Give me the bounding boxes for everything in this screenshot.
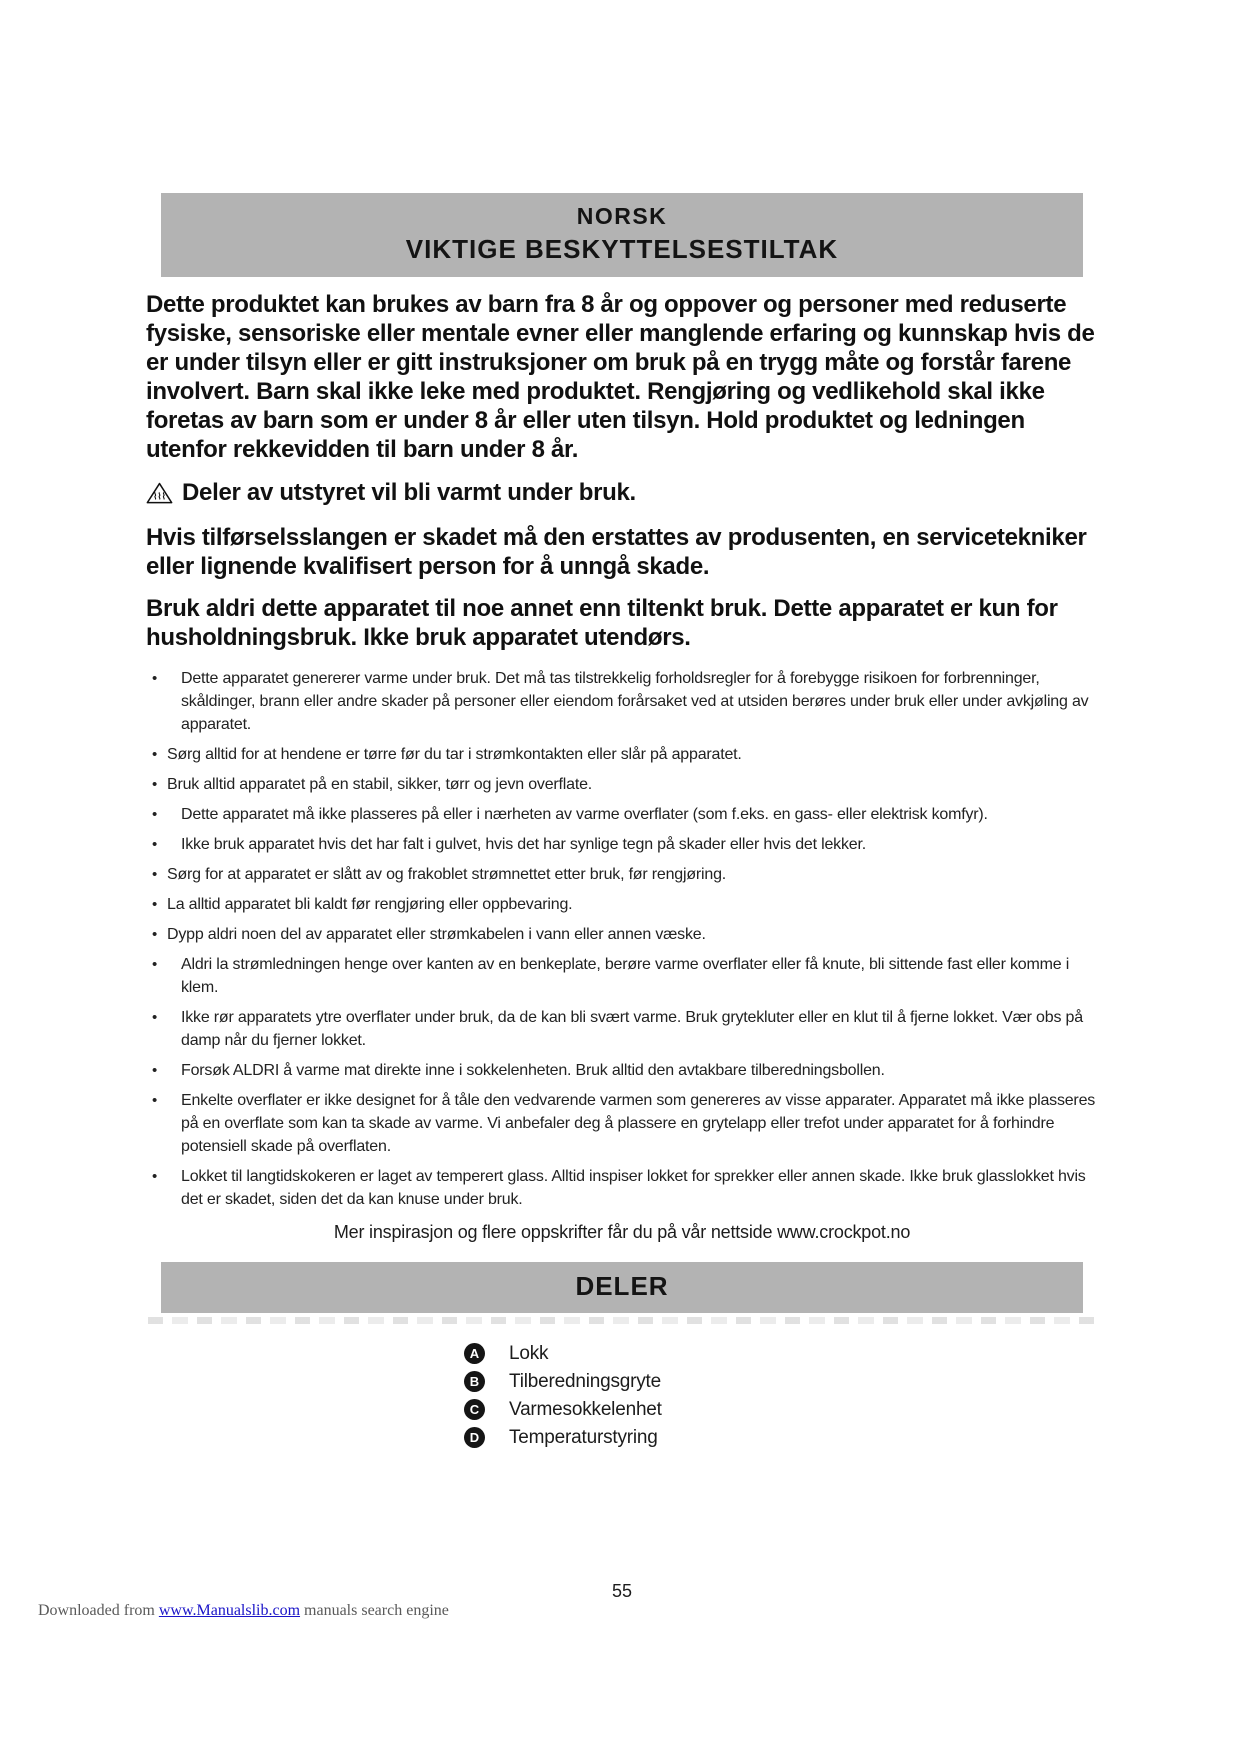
- warning-text: Deler av utstyret vil bli varmt under bruk.: [182, 479, 636, 506]
- safety-bullet: [152, 923, 1098, 946]
- bullet-marker: •: [152, 896, 158, 913]
- bullet-marker: •: [152, 1009, 158, 1026]
- parts-list: [464, 1343, 1098, 1448]
- bullet-text: Sørg alltid for at hendene er tørre før du tar i strømkontakten eller slår på apparatet.: [167, 746, 742, 763]
- part-key-badge: C: [464, 1399, 485, 1420]
- bullet-text: Ikke rør apparatets ytre overflater under bruk, da de kan bli svært varme. Bruk grytekluter eller en klut til å fjerne lokket. Vær obs på damp når du fjerner lokket.: [181, 1009, 1083, 1049]
- bullet-text: Lokket til langtidskokeren er laget av temperert glass. Alltid inspiser lokket for sprekker eller annen skade. Ikke bruk glasslokket hvis det er skadet, siden det da kan knuse under bruk.: [181, 1168, 1086, 1208]
- bullet-marker: •: [152, 806, 158, 823]
- part-key-badge: D: [464, 1427, 485, 1448]
- language-heading: NORSK: [576, 203, 668, 229]
- website-note: Mer inspirasjon og flere oppskrifter får du på vår nettside www.crockpot.no: [333, 1222, 911, 1242]
- bullet-marker: •: [152, 746, 158, 763]
- bullet-text: La alltid apparatet bli kaldt før rengjøring eller oppbevaring.: [167, 896, 573, 913]
- part-label: Tilberedningsgryte: [509, 1370, 661, 1392]
- bullet-marker: •: [152, 926, 158, 943]
- safety-bullet: [152, 1165, 1098, 1211]
- safety-bullet: [152, 833, 1098, 856]
- part-row: [464, 1427, 1098, 1448]
- bullet-text: Aldri la strømledningen henge over kanten av en benkeplate, berøre varme overflater eller få knute, bli sittende fast eller komme i klem.: [181, 956, 1070, 996]
- bullet-text: Dypp aldri noen del av apparatet eller strømkabelen i vann eller annen væske.: [167, 926, 706, 943]
- safety-bullet: [152, 953, 1098, 999]
- bullet-marker: •: [152, 1062, 158, 1079]
- bullet-marker: •: [152, 866, 158, 883]
- bullet-text: Enkelte overflater er ikke designet for å tåle den vedvarende varmen som genereres av visse apparater. Apparatet må ikke plasseres på en overflate som kan ta skade av varme. Vi anbefaler deg å plassere en grytelapp eller trefot under apparatet for å forhindre potensiell skade på overflaten.: [181, 1092, 1096, 1155]
- part-label: Varmesokkelenhet: [509, 1398, 662, 1420]
- safety-bullet: [152, 1089, 1098, 1158]
- bullet-text: Ikke bruk apparatet hvis det har falt i gulvet, hvis det har synlige tegn på skader eller hvis det lekker.: [181, 836, 866, 853]
- safety-bullet-list: [146, 667, 1098, 1211]
- safeguards-title: VIKTIGE BESKYTTELSESTILTAK: [405, 234, 839, 264]
- bullet-marker: •: [152, 836, 158, 853]
- footer-suffix: manuals search engine: [300, 1602, 449, 1619]
- bullet-text: Forsøk ALDRI å varme mat direkte inne i sokkelenheten. Bruk alltid den avtakbare tilberedningsbollen.: [181, 1062, 885, 1079]
- intro-paragraph: Dette produktet kan brukes av barn fra 8 år og oppover og personer med reduserte fysiske, sensoriske eller mentale evner eller manglende erfaring og kunnskap hvis de er under tilsyn eller er gitt instruksjoner om bruk på en trygg måte og forstår farene involvert. Barn skal ikke leke med produktet. Rengjøring og vedlikehold skal ikke foretas av barn som er under 8 år eller uten tilsyn. Hold produktet og ledningen utenfor rekkevidden til barn under 8 år.: [146, 291, 1095, 463]
- part-row: [464, 1399, 1098, 1420]
- safety-bullet: [152, 893, 1098, 916]
- safety-bullet: [152, 803, 1098, 826]
- part-key-badge: B: [464, 1371, 485, 1392]
- footer-prefix: Downloaded from: [38, 1602, 159, 1619]
- warning-line: [146, 478, 1098, 510]
- safety-bullet: [152, 1006, 1098, 1052]
- bullet-text: Dette apparatet genererer varme under bruk. Det må tas tilstrekkelig forholdsregler for å forebygge risikoen for forbrenninger, skåldinger, brann eller andre skader på personer eller eiendom forårsaket ved at utsiden berøres under bruk eller under avkjøling av apparatet.: [181, 670, 1089, 733]
- hot-surface-warning-icon: [146, 478, 173, 510]
- bullet-text: Sørg for at apparatet er slått av og frakoblet strømnettet etter bruk, før rengjøring.: [167, 866, 727, 883]
- bullet-marker: •: [152, 1168, 158, 1185]
- part-row: [464, 1371, 1098, 1392]
- usage-paragraph: Bruk aldri dette apparatet til noe annet enn tiltenkt bruk. Dette apparatet er kun for husholdningsbruk. Ikke bruk apparatet utendørs.: [146, 595, 1058, 651]
- page-content: [146, 0, 1098, 1455]
- safety-bullet: [152, 667, 1098, 736]
- part-label: Temperaturstyring: [509, 1426, 658, 1448]
- parts-heading: DELER: [575, 1271, 669, 1301]
- safety-bullet: [152, 743, 1098, 766]
- bullet-marker: •: [152, 670, 158, 687]
- scan-artifact-strip: [148, 1317, 1096, 1324]
- part-row: [464, 1343, 1098, 1364]
- supply-paragraph: Hvis tilførselsslangen er skadet må den erstattes av produsenten, en servicetekniker eller lignende kvalifisert person for å unngå skade.: [146, 524, 1087, 580]
- manualslib-footer: [38, 1602, 449, 1620]
- header-banner: [161, 193, 1083, 277]
- bullet-text: Dette apparatet må ikke plasseres på eller i nærheten av varme overflater (som f.eks. en gass- eller elektrisk komfyr).: [181, 806, 988, 823]
- safety-bullet: [152, 863, 1098, 886]
- bullet-marker: •: [152, 1092, 158, 1109]
- bullet-marker: •: [152, 956, 158, 973]
- safety-bullet: [152, 773, 1098, 796]
- bullet-marker: •: [152, 776, 158, 793]
- bullet-text: Bruk alltid apparatet på en stabil, sikker, tørr og jevn overflate.: [167, 776, 593, 793]
- page-number: 55: [611, 1581, 633, 1601]
- part-label: Lokk: [509, 1342, 549, 1364]
- safety-bullet: [152, 1059, 1098, 1082]
- parts-banner: [161, 1262, 1083, 1313]
- manualslib-link[interactable]: www.Manualslib.com: [158, 1602, 301, 1619]
- part-key-badge: A: [464, 1343, 485, 1364]
